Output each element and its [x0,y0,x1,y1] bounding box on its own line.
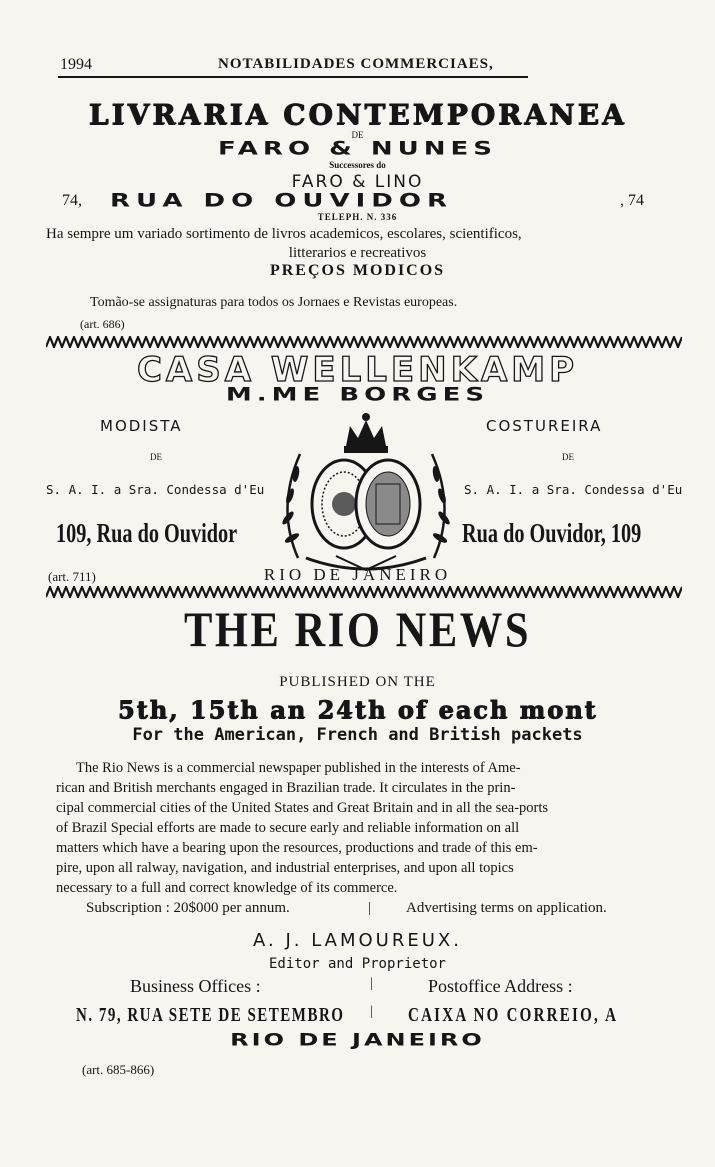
header-rule [58,76,528,78]
coat-of-arms-emblem [276,408,456,576]
rio-news-divider-bar: | [368,900,372,916]
rio-news-business-address: N. 79, RUA SETE DE SETEMBRO [76,1004,345,1026]
livraria-number-right: , 74 [620,192,644,209]
rio-news-address-separator: | [370,976,373,991]
casa-address-left: 109, Rua do Ouvidor [56,518,238,548]
rio-news-address-separator-2: | [370,1004,373,1019]
casa-title: CASA WELLENKAMP [136,350,579,390]
rio-news-dates: 5th, 15th an 24th of each mont [117,695,598,724]
livraria-subscriptions: Tomão-se assignaturas para todos os Jornaes e Revistas europeas. [90,295,458,310]
rio-news-title: THE RIO NEWS [183,601,532,657]
rio-news-editor-name: A. J. LAMOUREUX. [253,930,462,951]
rio-news-body-line: pire, upon all ralway, navigation, and industrial enterprises, and upon all topics [56,860,514,876]
page-number: 1994 [60,56,92,73]
casa-article: (art. 711) [48,569,96,584]
casa-owner: M.ME BORGES [225,384,490,406]
casa-de-left: DE [150,452,162,462]
livraria-prices: PREÇOS MODICOS [269,262,446,279]
rio-news-article: (art. 685-866) [82,1062,155,1077]
casa-address-right: Rua do Ouvidor, 109 [462,518,642,548]
rio-news-subscription: Subscription : 20$000 per annum. [86,900,290,916]
rio-news-packets: For the American, French and British packets [132,725,583,745]
livraria-title: LIVRARIA CONTEMPORANEA [88,98,627,131]
rio-news-postoffice-address: CAIXA NO CORREIO, A [408,1004,619,1026]
rio-news-editor-role: Editor and Proprietor [268,956,446,972]
casa-patron-left: S. A. I. a Sra. Condessa d'Eu [46,482,265,497]
rio-news-body-line: necessary to a full and correct knowledge of its commerce. [56,880,398,896]
rio-news-published-on: PUBLISHED ON THE [279,674,436,690]
livraria-number-left: 74, [62,192,82,209]
rio-news-body-line: cipal commercial cities of the United States and Great Britain and in all the sea-ports [56,800,549,816]
casa-role-right: COSTUREIRA [486,417,603,435]
livraria-street: RUA DO OUVIDOR [110,190,453,212]
casa-de-right: DE [562,452,574,462]
livraria-successors-label: Successores do [329,160,386,170]
rio-news-postoffice-label: Postoffice Address : [428,976,573,996]
rio-news-body-line: matters which have a bearing upon the resources, productions and trade of this em- [56,840,538,856]
livraria-article: (art. 686) [80,317,125,331]
zigzag-divider-1 [46,336,682,348]
rio-news-business-label: Business Offices : [130,976,261,996]
livraria-successors: FARO & LINO [291,172,424,192]
running-title: NOTABILIDADES COMMERCIAES, [218,56,494,72]
casa-patron-right: S. A. I. a Sra. Condessa d'Eu [464,482,683,497]
livraria-description-1: Ha sempre um variado sortimento de livros academicos, escolares, scientificos, [46,226,522,242]
rio-news-body-line: The Rio News is a commercial newspaper published in the interests of Ame- [76,760,521,776]
rio-news-advertising: Advertising terms on application. [406,900,607,916]
livraria-description-2: litterarios e recreativos [288,245,427,261]
rio-news-city: RIO DE JANEIRO [230,1030,485,1050]
livraria-owners: FARO & NUNES [218,138,497,160]
zigzag-divider-2 [46,586,682,598]
livraria-phone: TELEPH. N. 336 [317,212,398,222]
rio-news-body-line: rican and British merchants engaged in Brazilian trade. It circulates in the prin- [56,780,516,796]
livraria-de: DE [351,130,364,140]
rio-news-body-line: of Brazil Special efforts are made to secure early and reliable information on all [56,820,520,836]
casa-role-left: MODISTA [100,417,183,435]
rio-news-body [56,758,688,898]
casa-city: RIO DE JANEIRO [263,565,452,584]
